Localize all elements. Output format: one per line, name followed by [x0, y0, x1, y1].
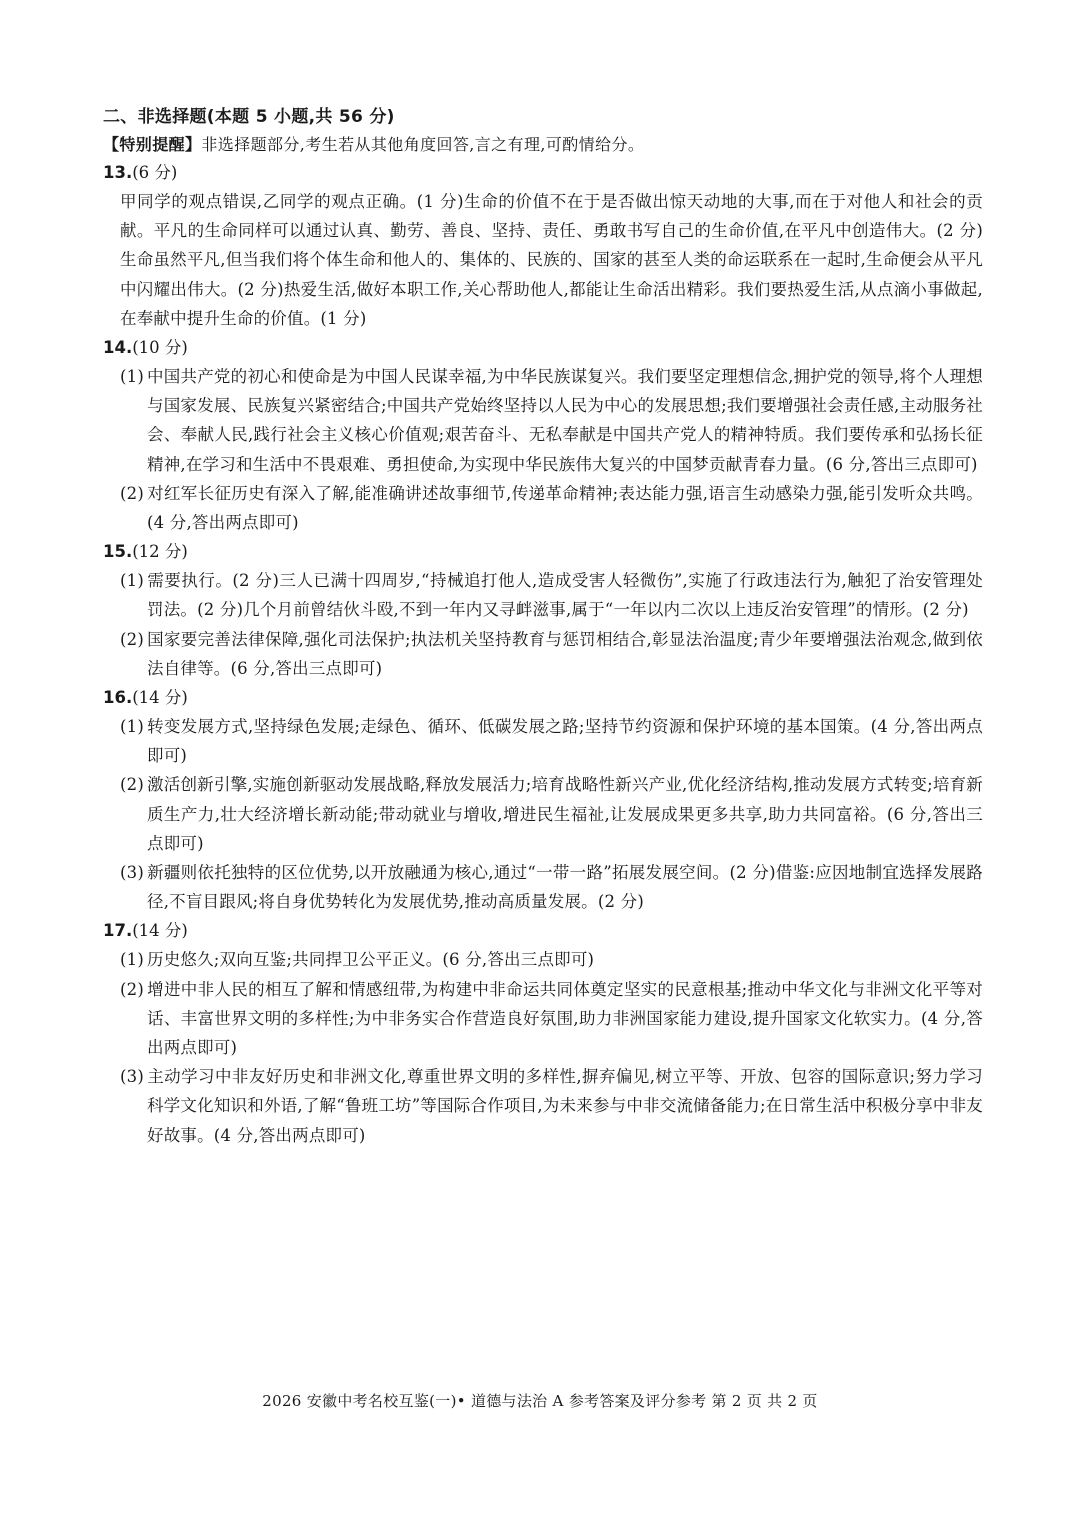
answer-part [120, 770, 983, 858]
question-header [103, 537, 983, 566]
part-text: 中国共产党的初心和使命是为中国人民谋幸福,为中华民族谋复兴。我们要坚定理想信念,拥护党的领导,将个人理想与国家发展、民族复兴紧密结合;中国共产党始终坚持以人民为中心的发展思想;我们要增强社会责任感,主动服务社会、奉献人民,践行社会主义核心价值观;艰苦奋斗、无私奉献是中国共产党人的精神特质。我们要传承和弘扬长征精神,在学习和生活中不畏艰难、勇担使命,为实现中华民族伟大复兴的中国梦贡献青春力量。(6 分,答出三点即可) [147, 367, 983, 474]
answer-part [120, 1062, 983, 1150]
answer-part [120, 945, 983, 974]
part-label: (3) [120, 863, 144, 883]
part-label: (2) [120, 775, 144, 795]
part-label: (1) [120, 717, 144, 737]
question-13 [103, 158, 983, 333]
special-reminder [103, 131, 983, 158]
part-text: 国家要完善法律保障,强化司法保护;执法机关坚持教育与惩罚相结合,彰显法治温度;青少年要增强法治观念,做到依法自律等。(6 分,答出三点即可) [147, 629, 983, 678]
part-label: (1) [120, 571, 144, 591]
part-text: 需要执行。(2 分)三人已满十四周岁,“持械追打他人,造成受害人轻微伤”,实施了行政违法行为,触犯了治安管理处罚法。(2 分)几个月前曾结伙斗殴,不到一年内又寻衅滋事,属于“一年以内二次以上违反治安管理”的情形。(2 分) [147, 571, 983, 620]
part-text: 增进中非人民的相互了解和情感纽带,为构建中非命运共同体奠定坚实的民意根基;推动中华文化与非洲文化平等对话、丰富世界文明的多样性;为中非务实合作营造良好氛围,助力非洲国家能力建设,提升国家文化软实力。(4 分,答出两点即可) [147, 979, 983, 1058]
answer-part [120, 625, 983, 683]
question-header [103, 683, 983, 712]
part-text: 转变发展方式,坚持绿色发展;走绿色、循环、低碳发展之路;坚持节约资源和保护环境的基本国策。(4 分,答出两点即可) [147, 717, 983, 766]
part-label: (2) [120, 629, 144, 649]
question-header [103, 916, 983, 945]
page-content [103, 104, 983, 1150]
question-number: 15. [103, 542, 133, 562]
part-text: 主动学习中非友好历史和非洲文化,尊重世界文明的多样性,摒弃偏见,树立平等、开放、包容的国际意识;努力学习科学文化知识和外语,了解“鲁班工坊”等国际合作项目,为未来参与中非交流储备能力;在日常生活中积极分享中非友好故事。(4 分,答出两点即可) [147, 1067, 983, 1145]
question-number: 14. [103, 338, 133, 358]
question-score: (6 分) [132, 163, 178, 182]
page-footer: 2026 安徽中考名校互鉴(一)• 道德与法治 A 参考答案及评分参考 第 2 页 共 2 页 [262, 1392, 818, 1410]
question-14 [103, 333, 983, 537]
answer-part [120, 566, 983, 624]
answer-part [120, 975, 983, 1063]
part-text: 新疆则依托独特的区位优势,以开放融通为核心,通过“一带一路”拓展发展空间。(2 分)借鉴:应因地制宜选择发展路径,不盲目跟风;将自身优势转化为发展优势,推动高质量发展。(2 分) [147, 863, 983, 912]
reminder-tag: 【特别提醒】 [103, 135, 202, 154]
question-score: (14 分) [132, 688, 188, 708]
answer-part [120, 479, 983, 537]
part-text: 激活创新引擎,实施创新驱动发展战略,释放发展活力;培育战略性新兴产业,优化经济结构,推动发展方式转变;培育新质生产力,壮大经济增长新动能;带动就业与增收,增进民生福祉,让发展成果更多共享,助力共同富裕。(6 分,答出三点即可) [147, 775, 983, 853]
question-header [103, 333, 983, 362]
question-number: 17. [103, 921, 133, 941]
question-17 [103, 916, 983, 1149]
reminder-text: 非选择题部分,考生若从其他角度回答,言之有理,可酌情给分。 [201, 135, 645, 154]
answer-part [120, 858, 983, 916]
question-score: (12 分) [132, 542, 188, 562]
question-16 [103, 683, 983, 916]
answer-text: 甲同学的观点错误,乙同学的观点正确。(1 分)生命的价值不在于是否做出惊天动地的大事,而在于对他人和社会的贡献。平凡的生命同样可以通过认真、勤劳、善良、坚持、责任、勇敢书写自己的生命价值,在平凡中创造伟大。(2 分)生命虽然平凡,但当我们将个体生命和他人的、集体的、民族的、国家的甚至人类的命运联系在一起时,生命便会从平凡中闪耀出伟大。(2 分)热爱生活,做好本职工作,关心帮助他人,都能让生命活出精彩。我们要热爱生活,从点滴小事做起,在奉献中提升生命的价值。(1 分) [120, 192, 983, 328]
question-number: 16. [103, 688, 133, 708]
part-label: (2) [120, 979, 144, 999]
question-number: 13. [103, 163, 133, 182]
part-label: (3) [120, 1067, 144, 1087]
answer-part [120, 362, 983, 479]
part-label: (1) [120, 950, 144, 970]
question-score: (14 分) [132, 921, 188, 941]
part-text: 对红军长征历史有深入了解,能准确讲述故事细节,传递革命精神;表达能力强,语言生动感染力强,能引发听众共鸣。(4 分,答出两点即可) [147, 483, 983, 533]
part-label: (2) [120, 483, 144, 503]
question-score: (10 分) [132, 338, 188, 358]
part-label: (1) [120, 367, 144, 387]
part-text: 历史悠久;双向互鉴;共同捍卫公平正义。(6 分,答出三点即可) [147, 950, 595, 970]
question-header [103, 158, 983, 187]
answer-part [120, 712, 983, 770]
section-title: 二、非选择题(本题 5 小题,共 56 分) [103, 107, 395, 127]
question-15 [103, 537, 983, 683]
